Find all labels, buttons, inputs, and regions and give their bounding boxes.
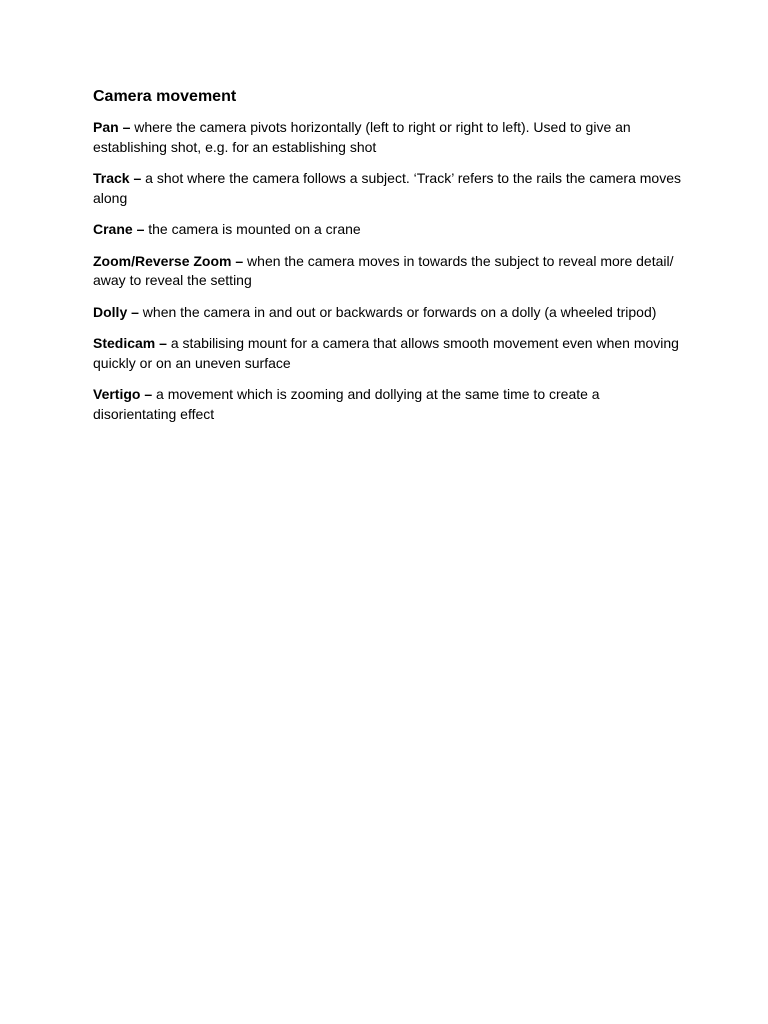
entry-definition: a stabilising mount for a camera that allows smooth movement even when moving quickly or on an uneven surface xyxy=(93,335,679,371)
entry-definition: where the camera pivots horizontally (left to right or right to left). Used to give an establishing shot, e.g. for an establishing shot xyxy=(93,119,631,155)
entry-term: Vertigo – xyxy=(93,386,153,402)
entry-definition: the camera is mounted on a crane xyxy=(148,221,361,237)
entry-vertigo xyxy=(93,385,683,424)
entry-dolly xyxy=(93,303,683,323)
entry-stedicam xyxy=(93,334,683,373)
entry-track xyxy=(93,169,683,208)
entry-term: Track – xyxy=(93,170,142,186)
entry-definition: when the camera moves in towards the subject to reveal more detail/ away to reveal the setting xyxy=(93,252,674,288)
entry-term: Pan – xyxy=(93,119,131,135)
entry-crane xyxy=(93,220,683,240)
entry-definition: a shot where the camera follows a subject. ‘Track’ refers to the rails the camera moves along xyxy=(93,170,682,206)
entry-definition: when the camera in and out or backwards or forwards on a dolly (a wheeled tripod) xyxy=(142,303,657,320)
entry-term: Dolly – xyxy=(93,303,139,320)
entry-term: Zoom/Reverse Zoom – xyxy=(93,252,244,269)
entry-term: Stedicam – xyxy=(93,335,167,351)
document-title: Camera movement xyxy=(93,88,237,105)
entry-zoom xyxy=(93,252,683,291)
entry-term: Crane – xyxy=(93,221,145,237)
document-page xyxy=(93,86,683,436)
entry-definition: a movement which is zooming and dollying at the same time to create a disorientating effect xyxy=(93,386,600,422)
entry-pan xyxy=(93,118,683,157)
